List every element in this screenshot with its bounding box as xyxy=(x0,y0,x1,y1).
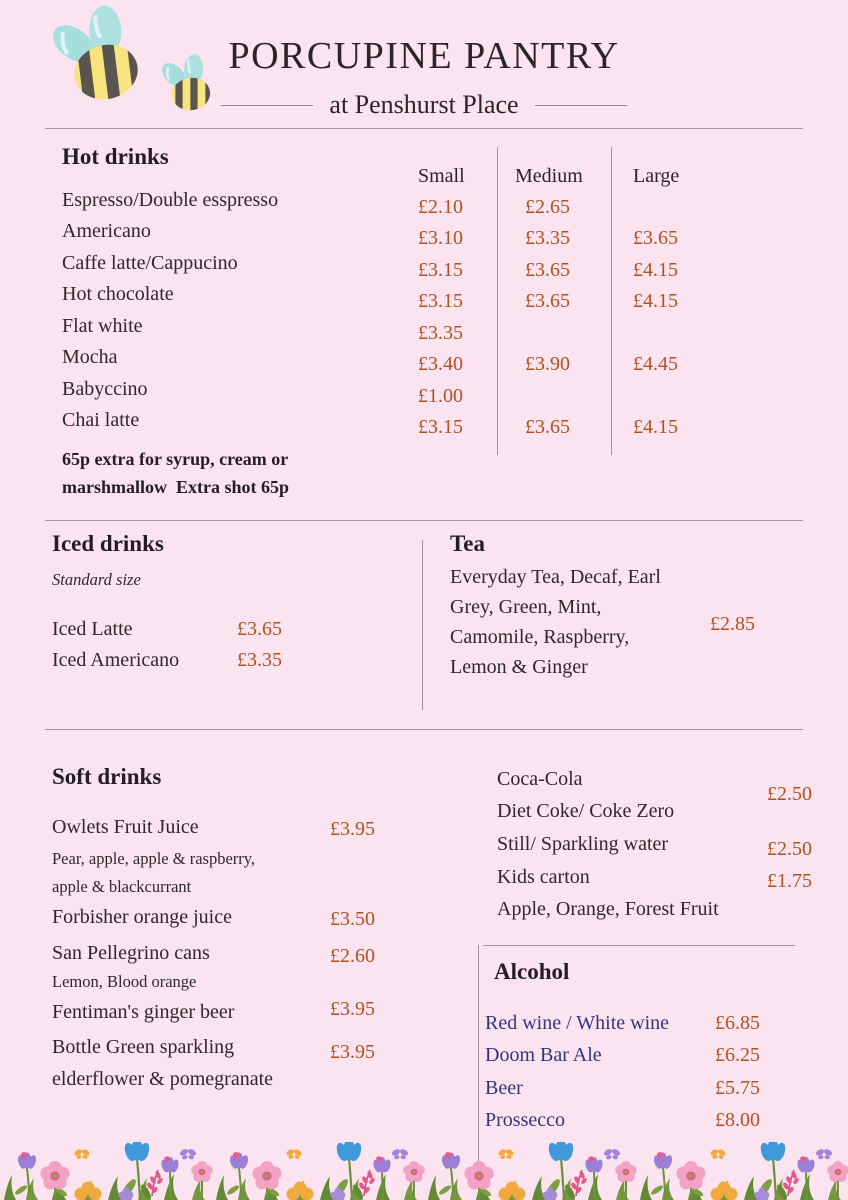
page-subtitle: at Penshurst Place xyxy=(329,90,519,119)
alcohol-item-price: £6.25 xyxy=(715,1044,760,1066)
soft-item-price: £3.95 xyxy=(330,998,375,1020)
column-header-small: Small xyxy=(418,165,465,187)
hot-drinks-heading: Hot drinks xyxy=(62,144,169,169)
hot-item-name: Espresso/Double esspresso xyxy=(62,189,279,211)
tea-description-line: Everyday Tea, Decaf, Earl xyxy=(450,566,661,588)
hot-item-price-medium: £2.65 xyxy=(525,196,570,218)
soft-item-price: £3.95 xyxy=(330,1041,375,1063)
hot-item-name: Mocha xyxy=(62,346,118,368)
soft-item-name: Fentiman's ginger beer xyxy=(52,1001,235,1023)
alcohol-item-name: Beer xyxy=(485,1077,523,1099)
iced-item-name: Iced Americano xyxy=(52,649,180,671)
alcohol-item-price: £6.85 xyxy=(715,1012,760,1034)
alcohol-item-name: Red wine / White wine xyxy=(485,1012,670,1034)
alcohol-item-name: Prossecco xyxy=(485,1109,565,1131)
iced-item-price: £3.35 xyxy=(237,649,282,671)
tea-price: £2.85 xyxy=(710,613,755,635)
iced-item-price: £3.65 xyxy=(237,618,282,640)
hot-item-price-medium: £3.65 xyxy=(525,416,570,438)
hot-item-name: Americano xyxy=(62,220,151,242)
alcohol-item-price: £8.00 xyxy=(715,1109,760,1131)
hot-item-price-medium: £3.65 xyxy=(525,259,570,281)
column-header-large: Large xyxy=(633,165,680,187)
alcohol-item-price: £5.75 xyxy=(715,1077,760,1099)
cold-item-flavours: Apple, Orange, Forest Fruit xyxy=(497,898,719,920)
extras-note-line2: marshmallow Extra shot 65p xyxy=(62,477,290,497)
section-divider-1 xyxy=(45,520,803,521)
alcohol-heading: Alcohol xyxy=(494,959,570,984)
cold-item-name: Kids carton xyxy=(497,866,590,888)
hot-item-price-large: £4.15 xyxy=(633,259,678,281)
soft-item-name-line2: elderflower & pomegranate xyxy=(52,1068,274,1090)
hot-item-price-large: £4.15 xyxy=(633,416,678,438)
soft-item-flavours: Pear, apple, apple & raspberry, xyxy=(52,849,256,868)
hot-item-price-medium: £3.90 xyxy=(525,353,570,375)
extras-note-line1: 65p extra for syrup, cream or xyxy=(62,449,289,469)
tea-description-line: Lemon & Ginger xyxy=(450,656,588,678)
alcohol-box-top-border xyxy=(483,945,795,946)
hot-item-price-small: £3.40 xyxy=(418,353,463,375)
cold-item-name: Coca-Cola xyxy=(497,768,583,790)
hot-item-name: Caffe latte/Cappucino xyxy=(62,252,238,274)
soft-item-name: Forbisher orange juice xyxy=(52,906,232,928)
cold-item-price: £2.50 xyxy=(767,783,812,805)
soft-item-name: Bottle Green sparkling xyxy=(52,1036,235,1058)
hot-item-price-small: £2.10 xyxy=(418,196,463,218)
hot-item-price-large: £4.45 xyxy=(633,353,678,375)
hot-item-price-small: £1.00 xyxy=(418,385,463,407)
page-title: PORCUPINE PANTRY xyxy=(228,35,620,77)
hot-item-name: Chai latte xyxy=(62,409,140,431)
hot-item-price-small: £3.15 xyxy=(418,290,463,312)
cold-item-price: £1.75 xyxy=(767,870,812,892)
hot-item-price-small: £3.15 xyxy=(418,259,463,281)
hot-drinks-column-divider-2 xyxy=(611,147,612,455)
cold-item-name: Diet Coke/ Coke Zero xyxy=(497,800,675,822)
subtitle-right-rule xyxy=(535,105,627,106)
hot-item-name: Flat white xyxy=(62,315,143,337)
hot-item-price-small: £3.35 xyxy=(418,322,463,344)
iced-drinks-heading: Iced drinks xyxy=(52,531,164,556)
tea-heading: Tea xyxy=(450,531,485,556)
hot-item-price-small: £3.10 xyxy=(418,227,463,249)
hot-item-price-small: £3.15 xyxy=(418,416,463,438)
hot-item-price-large: £3.65 xyxy=(633,227,678,249)
soft-item-flavours: Lemon, Blood orange xyxy=(52,972,197,991)
section-divider-2 xyxy=(45,729,803,730)
flower-meadow-border-icon xyxy=(0,1142,848,1200)
page-subtitle-row xyxy=(0,90,848,120)
soft-item-price: £3.95 xyxy=(330,818,375,840)
soft-item-price: £3.50 xyxy=(330,908,375,930)
hot-item-name: Hot chocolate xyxy=(62,283,174,305)
soft-item-flavours: apple & blackcurrant xyxy=(52,877,192,896)
header-divider xyxy=(45,128,803,129)
tea-description-line: Grey, Green, Mint, xyxy=(450,596,602,618)
tea-description-line: Camomile, Raspberry, xyxy=(450,626,630,648)
column-header-medium: Medium xyxy=(515,165,583,187)
iced-item-name: Iced Latte xyxy=(52,618,133,640)
hot-item-name: Babyccino xyxy=(62,378,148,400)
hot-drinks-column-divider-1 xyxy=(497,147,498,455)
soft-drinks-heading: Soft drinks xyxy=(52,764,162,789)
hot-item-price-large: £4.15 xyxy=(633,290,678,312)
iced-drinks-size-note: Standard size xyxy=(52,570,141,589)
cold-item-name: Still/ Sparkling water xyxy=(497,833,669,855)
cold-item-price: £2.50 xyxy=(767,838,812,860)
hot-item-price-medium: £3.35 xyxy=(525,227,570,249)
subtitle-left-rule xyxy=(221,105,313,106)
soft-item-name: Owlets Fruit Juice xyxy=(52,816,199,838)
soft-item-name: San Pellegrino cans xyxy=(52,942,210,964)
alcohol-item-name: Doom Bar Ale xyxy=(485,1044,602,1066)
hot-item-price-medium: £3.65 xyxy=(525,290,570,312)
soft-item-price: £2.60 xyxy=(330,945,375,967)
iced-tea-divider xyxy=(422,540,423,710)
